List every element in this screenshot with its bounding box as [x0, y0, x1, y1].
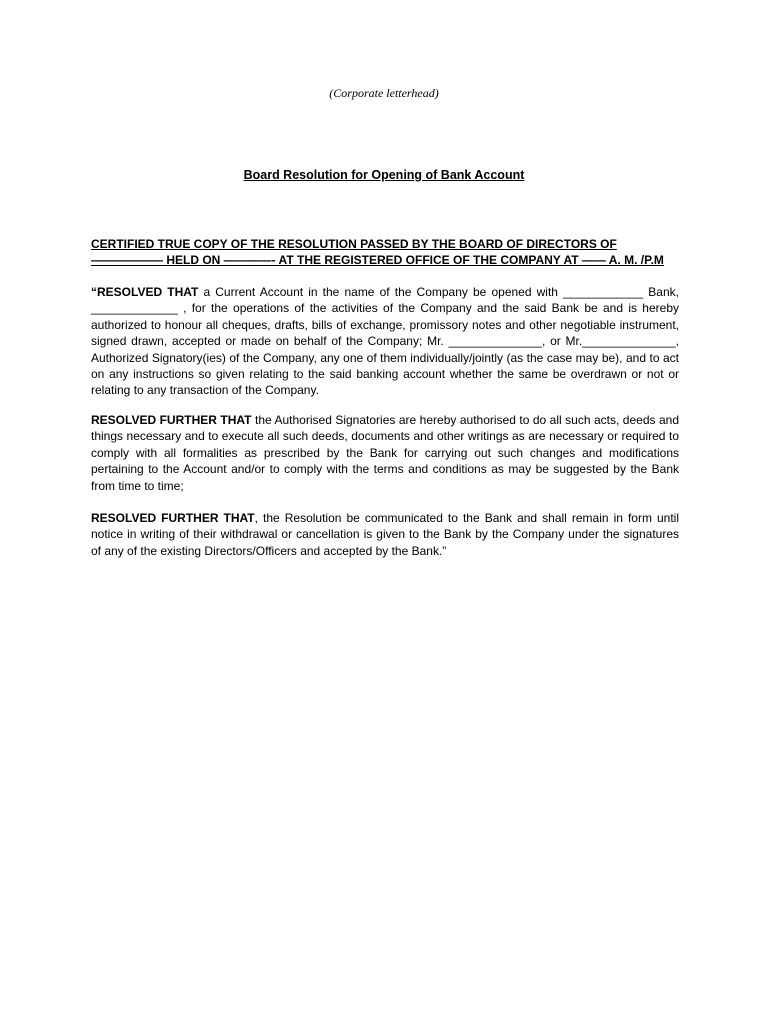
resolution-body: a Current Account in the name of the Company be opened with ____________ Bank, _____________ , for the operations of the activities of the Company and the said Bank be and is hereby authorized to honour all cheques, drafts, bills of exchange, promissory notes and other negotiable instrument, signed drawn, accepted or made on behalf of the Company; Mr. ______________, or Mr.______________, Authorized Signatory(ies) of the Company, any one of them individually/jointly (as the case may be), and to act on any instructions so given relating to the said banking account whether the same be overdrawn or not or relating to any transaction of the Company.: [91, 285, 679, 398]
resolution-final-paragraph: [91, 510, 679, 559]
resolution-final-body: , the Resolution be communicated to the Bank and shall remain in form until notice in writing of their withdrawal or cancellation is given to the Bank by the Company under the signatures of any of the existing Directors/Officers and accepted by the Bank.”: [91, 511, 680, 558]
resolution-further-paragraph: [91, 412, 679, 494]
resolution-lead: “RESOLVED THAT: [91, 285, 199, 299]
resolution-further-lead: RESOLVED FURTHER THAT: [91, 413, 252, 427]
resolution-further-body: the Authorised Signatories are hereby authorised to do all such acts, deeds and things necessary and to execute all such deeds, documents and other writings as are necessary or required to comply with all formalities as prescribed by the Bank for carrying out such changes and modifications pertaining to the Account and/or to comply with the terms and conditions as may be suggested by the Bank from time to time;: [91, 413, 680, 493]
certified-copy-heading: CERTIFIED TRUE COPY OF THE RESOLUTION PASSED BY THE BOARD OF DIRECTORS OF —————— HELD ON ————- AT THE REGISTERED OFFICE OF THE COMPANY AT —— A. M. /P.M: [91, 237, 664, 267]
resolution-paragraph: [91, 284, 679, 399]
letterhead-placeholder: (Corporate letterhead): [329, 86, 439, 100]
resolution-final-lead: RESOLVED FURTHER THAT: [91, 511, 255, 525]
document-title: Board Resolution for Opening of Bank Account: [243, 168, 525, 182]
